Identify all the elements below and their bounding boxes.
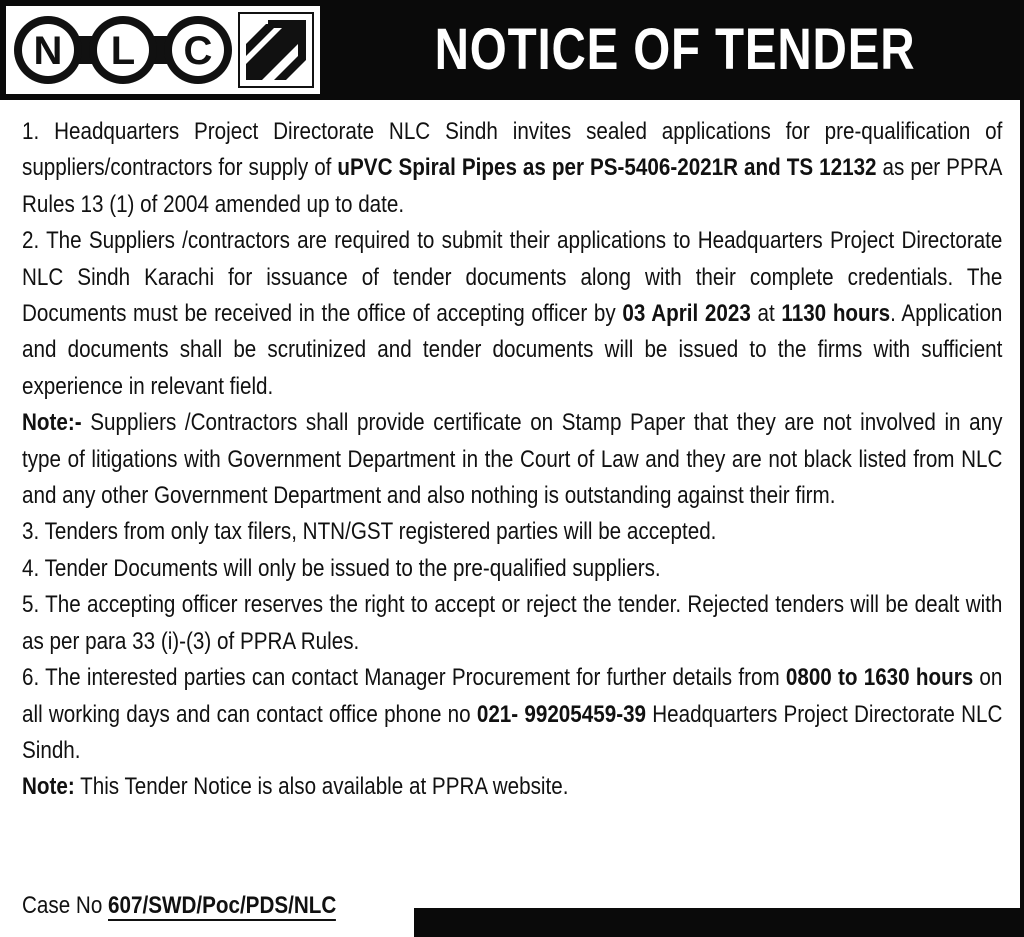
p2-at: at — [750, 300, 782, 328]
paragraph-6 — [22, 660, 1002, 769]
arrow-emblem-icon — [238, 12, 314, 88]
p2-text-b: . Application and documents shall be scrutinized and tender documents will be issued to the firms with sufficient experience in relevant field. — [22, 300, 1003, 400]
p6-text-a: 6. The interested parties can contact Manager Procurement for further details from — [22, 664, 786, 692]
case-label: Case No — [22, 892, 109, 919]
note-1 — [22, 405, 1002, 514]
p6-text-c: Headquarters Project Directorate NLC Sindh. — [22, 700, 1003, 764]
svg-text:C: C — [183, 29, 213, 73]
bottom-bar — [414, 908, 1024, 937]
note-2-label: Note: — [22, 773, 75, 801]
note-2 — [22, 769, 1002, 805]
p2-text-a: 2. The Suppliers /contractors are required to submit their applications to Headquarters Project Directorate NLC Sindh Karachi for issuance of tender documents along with their complete credentials. The Documents must be received in the office of accepting officer by — [22, 227, 1003, 328]
p2-deadline-date: 03 April 2023 — [622, 300, 751, 328]
p1-product: uPVC Spiral Pipes as per PS-5406-2021R and TS 12132 — [337, 154, 877, 182]
note-1-label: Note:- — [22, 409, 82, 437]
note-2-text: This Tender Notice is also available at PPRA website. — [74, 773, 569, 801]
paragraph-2 — [22, 223, 1002, 405]
svg-text:L: L — [110, 29, 136, 73]
paragraph-5: 5. The accepting officer reserves the right to accept or reject the tender. Rejected tenders will be dealt with as per para 33 (i)-(3) of PPRA Rules. — [22, 591, 1003, 655]
case-number: 607/SWD/Poc/PDS/NLC — [108, 892, 337, 919]
p1-text-a: 1. Headquarters Project Directorate NLC Sindh invites sealed applications for pre-qualification of suppliers/contractors for supply of — [22, 118, 1003, 182]
note-1-text: Suppliers /Contractors shall provide certificate on Stamp Paper that they are not involved in any type of litigations with Government Department in the Court of Law and they are not black listed from NLC and any other Government Department and also nothing is outstanding against their firm. — [22, 409, 1003, 510]
svg-text:N: N — [33, 29, 63, 73]
paragraph-3: 3. Tenders from only tax filers, NTN/GST registered parties will be accepted. — [22, 518, 717, 546]
p6-phone: 021- 99205459-39 — [476, 700, 647, 728]
right-border — [1020, 100, 1024, 908]
paragraph-1 — [22, 114, 1002, 223]
nlc-circles-logo — [12, 14, 234, 86]
header-bar — [0, 0, 1024, 100]
p2-deadline-time: 1130 hours — [781, 300, 891, 328]
nlc-logo — [6, 6, 320, 94]
p1-text-b: as per PPRA Rules 13 (1) of 2004 amended up to date. — [22, 154, 1003, 218]
p6-text-b: on all working days and can contact office phone no — [22, 664, 1003, 728]
p6-hours: 0800 to 1630 hours — [785, 664, 974, 692]
page-title: NOTICE OF TENDER — [434, 17, 916, 82]
notice-body — [22, 114, 1002, 806]
paragraph-4: 4. Tender Documents will only be issued to the pre-qualified suppliers. — [22, 554, 661, 582]
case-number-line — [22, 892, 336, 920]
